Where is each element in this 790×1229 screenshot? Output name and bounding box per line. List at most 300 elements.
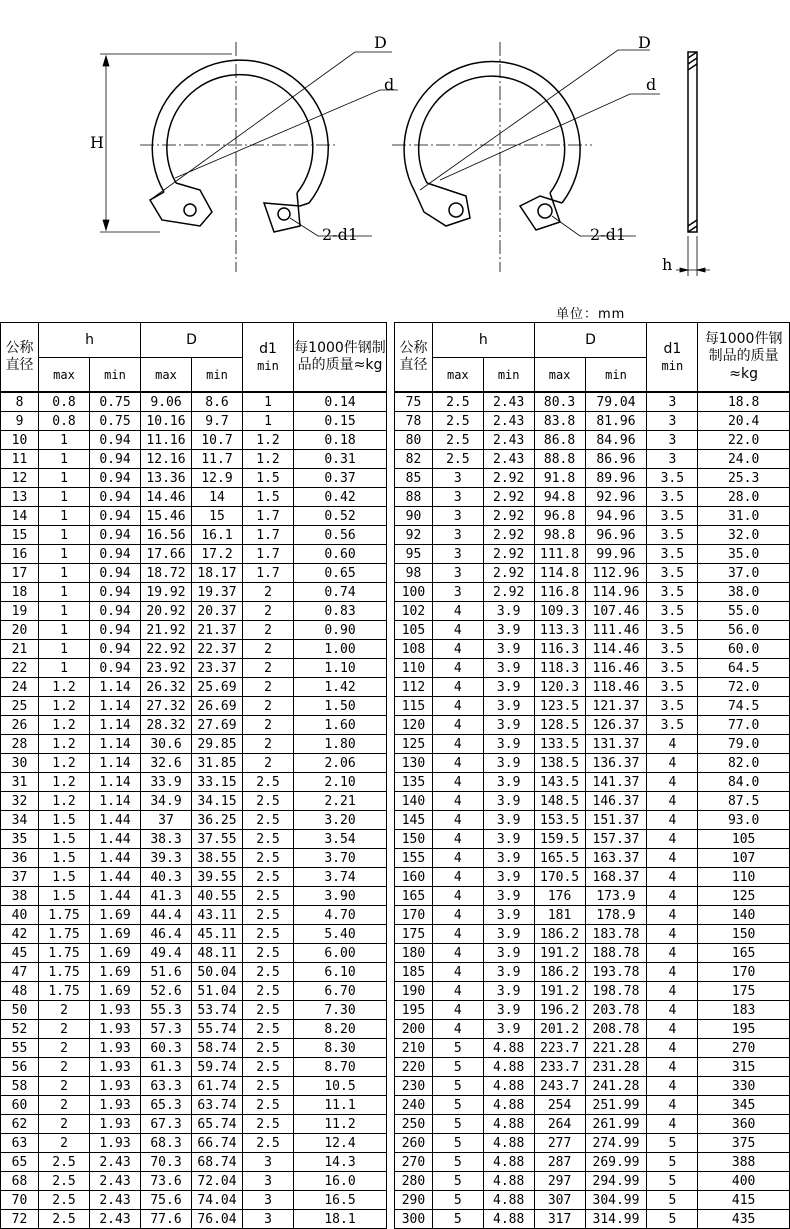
cell-h-min: 0.94 xyxy=(90,621,141,640)
cell-nominal: 25 xyxy=(1,697,39,716)
cell-mass: 175 xyxy=(698,982,790,1001)
cell-h-min: 3.9 xyxy=(483,811,534,830)
unit-label: 单位：mm xyxy=(556,307,626,322)
cell-mass: 5.40 xyxy=(294,925,387,944)
cell-nominal: 102 xyxy=(395,602,433,621)
header-h-max: max xyxy=(432,358,483,393)
cell-nominal: 21 xyxy=(1,640,39,659)
cell-d1: 3.5 xyxy=(647,640,698,659)
label-h: h xyxy=(662,255,673,274)
cell-h-min: 1.69 xyxy=(90,963,141,982)
cell-nominal: 15 xyxy=(1,526,39,545)
cell-D-min: 99.96 xyxy=(585,545,647,564)
cell-h-min: 3.9 xyxy=(483,678,534,697)
table-row xyxy=(1,1115,387,1134)
cell-D-max: 65.3 xyxy=(141,1096,192,1115)
cell-h-max: 4 xyxy=(432,830,483,849)
cell-nominal: 68 xyxy=(1,1172,39,1191)
cell-h-max: 3 xyxy=(432,526,483,545)
cell-nominal: 105 xyxy=(395,621,433,640)
cell-nominal: 17 xyxy=(1,564,39,583)
cell-nominal: 92 xyxy=(395,526,433,545)
cell-h-min: 1.44 xyxy=(90,849,141,868)
label-D-left: D xyxy=(374,33,387,52)
cell-h-min: 4.88 xyxy=(483,1115,534,1134)
cell-mass: 32.0 xyxy=(698,526,790,545)
cell-D-max: 68.3 xyxy=(141,1134,192,1153)
cell-h-min: 4.88 xyxy=(483,1172,534,1191)
cell-D-max: 73.6 xyxy=(141,1172,192,1191)
cell-D-max: 80.3 xyxy=(534,392,585,412)
cell-nominal: 24 xyxy=(1,678,39,697)
cell-d1: 1.7 xyxy=(243,526,294,545)
cell-h-max: 4 xyxy=(432,906,483,925)
cell-d1: 2.5 xyxy=(243,982,294,1001)
header-h: h xyxy=(432,323,534,358)
cell-nominal: 30 xyxy=(1,754,39,773)
cell-D-max: 120.3 xyxy=(534,678,585,697)
cell-mass: 0.18 xyxy=(294,431,387,450)
cell-mass: 3.70 xyxy=(294,849,387,868)
cell-mass: 35.0 xyxy=(698,545,790,564)
cell-h-min: 1.69 xyxy=(90,944,141,963)
cell-h-min: 3.9 xyxy=(483,754,534,773)
header-mass: 每1000件钢制品的质量≈kg xyxy=(698,323,790,393)
cell-D-min: 58.74 xyxy=(192,1039,243,1058)
cell-mass: 0.90 xyxy=(294,621,387,640)
cell-nominal: 100 xyxy=(395,583,433,602)
cell-nominal: 9 xyxy=(1,412,39,431)
cell-d1: 4 xyxy=(647,944,698,963)
cell-D-max: 317 xyxy=(534,1210,585,1229)
cell-D-min: 114.96 xyxy=(585,583,647,602)
cell-D-max: 114.8 xyxy=(534,564,585,583)
cell-nominal: 36 xyxy=(1,849,39,868)
cell-h-min: 1.69 xyxy=(90,906,141,925)
table-row xyxy=(395,1172,790,1191)
table-row xyxy=(1,925,387,944)
cell-D-min: 16.1 xyxy=(192,526,243,545)
table-row xyxy=(395,906,790,925)
cell-d1: 3.5 xyxy=(647,621,698,640)
cell-mass: 10.5 xyxy=(294,1077,387,1096)
label-hole-left: 2-d1 xyxy=(322,225,359,244)
cell-h-min: 2.92 xyxy=(483,583,534,602)
dimension-table-left xyxy=(0,322,387,1229)
header-h-min: min xyxy=(90,358,141,393)
cell-h-min: 3.9 xyxy=(483,659,534,678)
cell-mass: 8.70 xyxy=(294,1058,387,1077)
cell-mass: 93.0 xyxy=(698,811,790,830)
cell-h-min: 1.69 xyxy=(90,982,141,1001)
cell-h-max: 2.5 xyxy=(39,1210,90,1229)
table-row xyxy=(395,925,790,944)
cell-D-min: 26.69 xyxy=(192,697,243,716)
cell-D-min: 116.46 xyxy=(585,659,647,678)
cell-mass: 6.10 xyxy=(294,963,387,982)
cell-h-max: 1 xyxy=(39,659,90,678)
cell-D-min: 141.37 xyxy=(585,773,647,792)
cell-D-min: 251.99 xyxy=(585,1096,647,1115)
header-nominal-diameter: 公称直径 xyxy=(1,323,39,393)
table-row xyxy=(1,392,387,412)
cell-mass: 330 xyxy=(698,1077,790,1096)
cell-mass: 56.0 xyxy=(698,621,790,640)
cell-nominal: 260 xyxy=(395,1134,433,1153)
cell-mass: 14.3 xyxy=(294,1153,387,1172)
cell-h-max: 4 xyxy=(432,773,483,792)
cell-h-min: 3.9 xyxy=(483,697,534,716)
header-d1 xyxy=(647,323,698,393)
cell-h-max: 2.5 xyxy=(39,1191,90,1210)
cell-D-min: 183.78 xyxy=(585,925,647,944)
cell-D-max: 32.6 xyxy=(141,754,192,773)
cell-D-min: 51.04 xyxy=(192,982,243,1001)
cell-h-min: 2.43 xyxy=(90,1153,141,1172)
cell-D-max: 11.16 xyxy=(141,431,192,450)
cell-D-max: 83.8 xyxy=(534,412,585,431)
cell-h-min: 3.9 xyxy=(483,868,534,887)
cell-h-min: 4.88 xyxy=(483,1096,534,1115)
cell-h-max: 2 xyxy=(39,1020,90,1039)
cell-h-min: 0.94 xyxy=(90,488,141,507)
cell-d1: 4 xyxy=(647,1001,698,1020)
cell-d1: 4 xyxy=(647,925,698,944)
cell-D-min: 22.37 xyxy=(192,640,243,659)
cell-h-max: 1.75 xyxy=(39,963,90,982)
cell-mass: 38.0 xyxy=(698,583,790,602)
cell-d1: 2.5 xyxy=(243,1096,294,1115)
cell-h-max: 1 xyxy=(39,545,90,564)
cell-d1: 1 xyxy=(243,412,294,431)
cell-d1: 2 xyxy=(243,754,294,773)
cell-D-min: 231.28 xyxy=(585,1058,647,1077)
cell-D-min: 65.74 xyxy=(192,1115,243,1134)
table-row xyxy=(395,716,790,735)
cell-nominal: 110 xyxy=(395,659,433,678)
cell-D-min: 89.96 xyxy=(585,469,647,488)
cell-d1: 1 xyxy=(243,392,294,412)
cell-D-max: 91.8 xyxy=(534,469,585,488)
cell-nominal: 135 xyxy=(395,773,433,792)
cell-h-max: 5 xyxy=(432,1077,483,1096)
table-row xyxy=(1,716,387,735)
table-row xyxy=(395,526,790,545)
cell-d1: 2.5 xyxy=(243,887,294,906)
cell-h-max: 1 xyxy=(39,583,90,602)
cell-nominal: 210 xyxy=(395,1039,433,1058)
cell-h-min: 3.9 xyxy=(483,621,534,640)
cell-D-min: 198.78 xyxy=(585,982,647,1001)
cell-h-max: 1 xyxy=(39,564,90,583)
cell-h-max: 5 xyxy=(432,1039,483,1058)
cell-mass: 1.80 xyxy=(294,735,387,754)
cell-h-min: 2.92 xyxy=(483,488,534,507)
cell-D-min: 131.37 xyxy=(585,735,647,754)
cell-D-min: 241.28 xyxy=(585,1077,647,1096)
cell-d1: 4 xyxy=(647,792,698,811)
cell-d1: 2 xyxy=(243,583,294,602)
cell-h-max: 5 xyxy=(432,1153,483,1172)
header-h-max: max xyxy=(39,358,90,393)
cell-h-max: 2.5 xyxy=(39,1153,90,1172)
header-D: D xyxy=(534,323,647,358)
cell-d1: 3.5 xyxy=(647,716,698,735)
cell-nominal: 14 xyxy=(1,507,39,526)
cell-h-max: 4 xyxy=(432,1001,483,1020)
cell-mass: 0.74 xyxy=(294,583,387,602)
cell-D-max: 75.6 xyxy=(141,1191,192,1210)
cell-nominal: 55 xyxy=(1,1039,39,1058)
cell-d1: 2.5 xyxy=(243,906,294,925)
cell-D-min: 31.85 xyxy=(192,754,243,773)
cell-D-max: 113.3 xyxy=(534,621,585,640)
cell-D-min: 10.7 xyxy=(192,431,243,450)
cell-d1: 4 xyxy=(647,735,698,754)
cell-d1: 2 xyxy=(243,602,294,621)
table-row xyxy=(395,1039,790,1058)
cell-D-max: 67.3 xyxy=(141,1115,192,1134)
cell-nominal: 95 xyxy=(395,545,433,564)
cell-h-max: 2 xyxy=(39,1134,90,1153)
cell-mass: 400 xyxy=(698,1172,790,1191)
cell-mass: 3.20 xyxy=(294,811,387,830)
table-row xyxy=(1,868,387,887)
cell-nominal: 70 xyxy=(1,1191,39,1210)
cell-D-max: 170.5 xyxy=(534,868,585,887)
cell-D-max: 143.5 xyxy=(534,773,585,792)
cell-mass: 0.56 xyxy=(294,526,387,545)
cell-d1: 2.5 xyxy=(243,1020,294,1039)
table-row xyxy=(1,1001,387,1020)
cell-d1: 4 xyxy=(647,1077,698,1096)
cell-D-min: 39.55 xyxy=(192,868,243,887)
cell-D-max: 181 xyxy=(534,906,585,925)
cell-nominal: 120 xyxy=(395,716,433,735)
cell-nominal: 60 xyxy=(1,1096,39,1115)
cell-D-min: 188.78 xyxy=(585,944,647,963)
cell-h-max: 5 xyxy=(432,1191,483,1210)
cell-mass: 2.21 xyxy=(294,792,387,811)
cell-D-max: 191.2 xyxy=(534,982,585,1001)
cell-h-max: 5 xyxy=(432,1058,483,1077)
cell-D-min: 294.99 xyxy=(585,1172,647,1191)
right-circlip-figure xyxy=(404,62,580,230)
cell-nominal: 190 xyxy=(395,982,433,1001)
cell-d1: 3.5 xyxy=(647,602,698,621)
cell-h-max: 1.2 xyxy=(39,678,90,697)
cell-D-min: 27.69 xyxy=(192,716,243,735)
cell-h-min: 4.88 xyxy=(483,1210,534,1229)
cell-h-min: 4.88 xyxy=(483,1039,534,1058)
cell-D-min: 17.2 xyxy=(192,545,243,564)
table-row xyxy=(1,545,387,564)
table-row xyxy=(395,583,790,602)
cell-D-max: 46.4 xyxy=(141,925,192,944)
table-row xyxy=(395,431,790,450)
cell-D-min: 50.04 xyxy=(192,963,243,982)
cell-D-min: 15 xyxy=(192,507,243,526)
cell-d1: 3.5 xyxy=(647,507,698,526)
table-row xyxy=(1,735,387,754)
cell-h-min: 1.14 xyxy=(90,697,141,716)
cell-D-min: 74.04 xyxy=(192,1191,243,1210)
cell-d1: 3.5 xyxy=(647,659,698,678)
cell-nominal: 140 xyxy=(395,792,433,811)
cell-h-min: 3.9 xyxy=(483,1001,534,1020)
cell-d1: 4 xyxy=(647,1096,698,1115)
cell-D-min: 12.9 xyxy=(192,469,243,488)
cell-mass: 0.31 xyxy=(294,450,387,469)
table-row xyxy=(1,602,387,621)
cell-D-max: 159.5 xyxy=(534,830,585,849)
cell-D-min: 8.6 xyxy=(192,392,243,412)
cell-D-max: 12.16 xyxy=(141,450,192,469)
table-row xyxy=(1,659,387,678)
cell-d1: 3 xyxy=(647,392,698,412)
table-row xyxy=(395,640,790,659)
cell-mass: 22.0 xyxy=(698,431,790,450)
cell-d1: 2.5 xyxy=(243,849,294,868)
cell-D-min: 68.74 xyxy=(192,1153,243,1172)
table-row xyxy=(395,1077,790,1096)
cell-D-max: 49.4 xyxy=(141,944,192,963)
cell-D-min: 38.55 xyxy=(192,849,243,868)
cell-h-max: 4 xyxy=(432,754,483,773)
cell-D-max: 77.6 xyxy=(141,1210,192,1229)
cell-D-max: 109.3 xyxy=(534,602,585,621)
cell-D-min: 79.04 xyxy=(585,392,647,412)
cell-h-min: 4.88 xyxy=(483,1058,534,1077)
cell-D-max: 118.3 xyxy=(534,659,585,678)
cell-d1: 1.5 xyxy=(243,488,294,507)
cell-h-max: 4 xyxy=(432,887,483,906)
cell-d1: 2 xyxy=(243,735,294,754)
cell-d1: 2.5 xyxy=(243,830,294,849)
cell-h-min: 4.88 xyxy=(483,1191,534,1210)
cell-D-max: 20.92 xyxy=(141,602,192,621)
cell-h-min: 0.94 xyxy=(90,507,141,526)
cell-h-max: 2 xyxy=(39,1096,90,1115)
cell-d1: 2 xyxy=(243,678,294,697)
table-row xyxy=(395,1191,790,1210)
cell-mass: 6.70 xyxy=(294,982,387,1001)
cell-h-min: 1.93 xyxy=(90,1001,141,1020)
cell-D-min: 193.78 xyxy=(585,963,647,982)
table-row xyxy=(1,1096,387,1115)
table-row xyxy=(1,773,387,792)
label-H: H xyxy=(90,133,104,152)
cell-nominal: 20 xyxy=(1,621,39,640)
cell-mass: 84.0 xyxy=(698,773,790,792)
cell-D-max: 86.8 xyxy=(534,431,585,450)
cell-h-max: 1 xyxy=(39,469,90,488)
cell-mass: 170 xyxy=(698,963,790,982)
header-d1-sub: min xyxy=(257,359,279,373)
cell-nominal: 56 xyxy=(1,1058,39,1077)
cell-D-max: 116.8 xyxy=(534,583,585,602)
cell-h-max: 4 xyxy=(432,944,483,963)
cell-mass: 77.0 xyxy=(698,716,790,735)
cell-h-min: 1.14 xyxy=(90,792,141,811)
cell-mass: 345 xyxy=(698,1096,790,1115)
cell-d1: 4 xyxy=(647,830,698,849)
cell-h-max: 1 xyxy=(39,450,90,469)
table-row xyxy=(1,450,387,469)
cell-h-max: 4 xyxy=(432,811,483,830)
cell-h-min: 2.43 xyxy=(483,431,534,450)
cell-mass: 110 xyxy=(698,868,790,887)
cell-mass: 360 xyxy=(698,1115,790,1134)
cell-nominal: 32 xyxy=(1,792,39,811)
cell-h-min: 3.9 xyxy=(483,1020,534,1039)
cell-D-max: 96.8 xyxy=(534,507,585,526)
cell-D-max: 70.3 xyxy=(141,1153,192,1172)
header-D-min: min xyxy=(192,358,243,393)
cell-D-min: 274.99 xyxy=(585,1134,647,1153)
table-row xyxy=(1,887,387,906)
cell-d1: 2.5 xyxy=(243,925,294,944)
cell-h-max: 1 xyxy=(39,602,90,621)
cell-d1: 3 xyxy=(243,1191,294,1210)
cell-d1: 2 xyxy=(243,716,294,735)
cell-d1: 3 xyxy=(647,450,698,469)
cell-h-min: 0.75 xyxy=(90,392,141,412)
cell-h-min: 3.9 xyxy=(483,906,534,925)
cell-h-max: 4 xyxy=(432,621,483,640)
table-row xyxy=(395,1001,790,1020)
cell-nominal: 155 xyxy=(395,849,433,868)
cell-h-min: 2.43 xyxy=(483,450,534,469)
cell-h-max: 4 xyxy=(432,963,483,982)
cell-h-max: 1 xyxy=(39,507,90,526)
cell-d1: 3 xyxy=(243,1210,294,1229)
cell-mass: 0.60 xyxy=(294,545,387,564)
cell-nominal: 47 xyxy=(1,963,39,982)
cell-mass: 2.06 xyxy=(294,754,387,773)
cell-h-min: 0.94 xyxy=(90,469,141,488)
table-row xyxy=(395,868,790,887)
header-d1-sub: min xyxy=(661,359,684,373)
cell-mass: 12.4 xyxy=(294,1134,387,1153)
cell-nominal: 115 xyxy=(395,697,433,716)
cell-h-min: 0.94 xyxy=(90,659,141,678)
table-row xyxy=(395,392,790,412)
table-row xyxy=(1,849,387,868)
cell-D-min: 96.96 xyxy=(585,526,647,545)
cell-nominal: 145 xyxy=(395,811,433,830)
cell-nominal: 80 xyxy=(395,431,433,450)
table-row xyxy=(1,1058,387,1077)
table-row xyxy=(395,602,790,621)
cell-d1: 2.5 xyxy=(243,811,294,830)
header-nominal-diameter: 公称直径 xyxy=(395,323,433,393)
cell-d1: 4 xyxy=(647,1115,698,1134)
cell-D-min: 59.74 xyxy=(192,1058,243,1077)
table-row xyxy=(1,754,387,773)
cell-D-min: 107.46 xyxy=(585,602,647,621)
cell-nominal: 220 xyxy=(395,1058,433,1077)
header-h-min: min xyxy=(483,358,534,393)
table-row xyxy=(395,754,790,773)
table-row xyxy=(395,944,790,963)
cell-nominal: 19 xyxy=(1,602,39,621)
cell-h-min: 3.9 xyxy=(483,792,534,811)
cell-nominal: 38 xyxy=(1,887,39,906)
cell-h-min: 1.14 xyxy=(90,716,141,735)
cell-nominal: 300 xyxy=(395,1210,433,1229)
cell-mass: 270 xyxy=(698,1039,790,1058)
